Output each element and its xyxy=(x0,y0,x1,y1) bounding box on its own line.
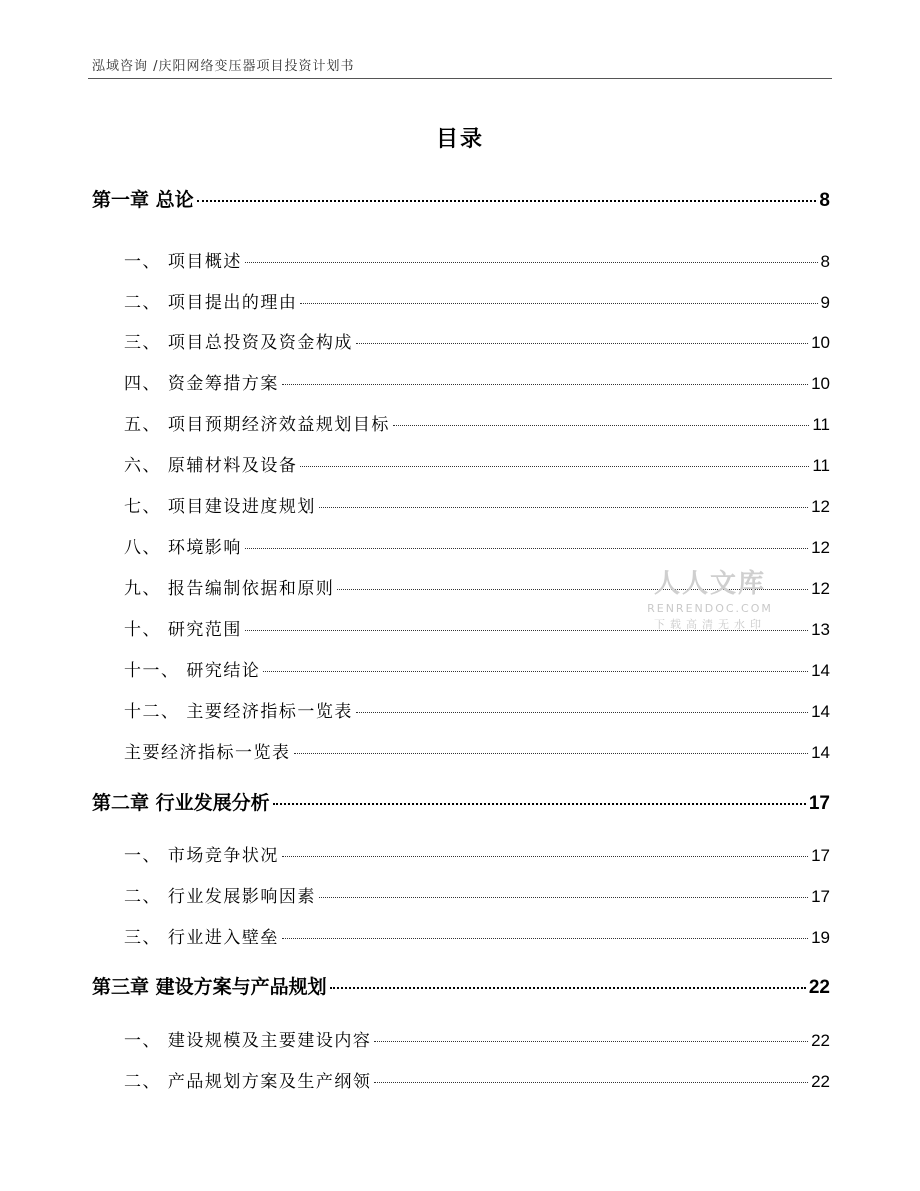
toc-entry-label: 二、 项目提出的理由 xyxy=(124,293,298,313)
watermark xyxy=(640,563,780,632)
toc-entry-label: 五、 项目预期经济效益规划目标 xyxy=(124,415,390,435)
toc-page-number: 11 xyxy=(812,415,830,434)
toc-dot-leader xyxy=(294,753,809,754)
toc-entry-label: 第二章 行业发展分析 xyxy=(92,792,270,814)
toc-page-number: 10 xyxy=(811,374,830,393)
toc-page-number: 17 xyxy=(811,846,830,865)
toc-section[interactable] xyxy=(124,328,830,353)
toc-dot-leader xyxy=(374,1041,808,1042)
toc-dot-leader xyxy=(356,712,808,713)
toc-section[interactable] xyxy=(124,247,830,272)
toc-dot-leader xyxy=(374,1082,808,1083)
toc-page-number: 9 xyxy=(820,293,830,312)
toc-chapter-3[interactable] xyxy=(92,972,830,999)
toc-dot-leader xyxy=(273,803,806,805)
toc-page-number: 14 xyxy=(811,661,830,680)
toc-page-number: 17 xyxy=(808,793,830,814)
toc-entry-label: 第三章 建设方案与产品规划 xyxy=(92,976,327,998)
watermark-subtitle: 下载高清无水印 xyxy=(654,618,766,631)
toc-entry-label: 十、 研究范围 xyxy=(124,620,242,640)
toc-entry-label: 主要经济指标一览表 xyxy=(124,743,291,763)
toc-section[interactable] xyxy=(124,410,830,435)
toc-dot-leader xyxy=(245,262,818,263)
toc-entry-label: 二、 产品规划方案及生产纲领 xyxy=(124,1072,372,1092)
toc-section[interactable] xyxy=(124,369,830,394)
toc-entry-label: 三、 行业进入壁垒 xyxy=(124,928,279,948)
toc-entry-label: 一、 建设规模及主要建设内容 xyxy=(124,1031,372,1051)
toc-page-number: 19 xyxy=(811,928,830,947)
toc-dot-leader xyxy=(330,987,806,989)
toc-entry-label: 六、 原辅材料及设备 xyxy=(124,456,298,476)
toc-entry-label: 第一章 总论 xyxy=(92,189,194,211)
toc-page-number: 22 xyxy=(811,1072,830,1091)
toc-section[interactable] xyxy=(124,492,830,517)
toc-entry-label: 十一、 研究结论 xyxy=(124,661,261,681)
toc-page-number: 14 xyxy=(811,743,830,762)
toc-title: 目录 xyxy=(435,127,484,152)
toc-dot-leader xyxy=(282,938,808,939)
toc-dot-leader xyxy=(263,671,808,672)
toc-dot-leader xyxy=(319,507,808,508)
toc-section[interactable] xyxy=(124,533,830,558)
toc-section[interactable] xyxy=(124,697,830,722)
toc-section[interactable] xyxy=(124,656,830,681)
toc-page-number: 12 xyxy=(811,497,830,516)
toc-page-number: 11 xyxy=(812,456,830,475)
toc-page-number: 22 xyxy=(808,977,830,998)
toc-section[interactable] xyxy=(124,738,830,763)
toc-section[interactable] xyxy=(124,451,830,476)
toc-dot-leader xyxy=(319,897,808,898)
toc-dot-leader xyxy=(282,384,808,385)
toc-dot-leader xyxy=(245,548,808,549)
toc-section[interactable] xyxy=(124,1026,830,1051)
toc-entry-label: 四、 资金筹措方案 xyxy=(124,374,279,394)
toc-dot-leader xyxy=(300,466,809,467)
toc-section[interactable] xyxy=(124,923,830,948)
toc-entry-label: 一、 市场竞争状况 xyxy=(124,846,279,866)
toc-section[interactable] xyxy=(124,1067,830,1092)
toc-page-number: 22 xyxy=(811,1031,830,1050)
toc-page-number: 13 xyxy=(811,620,830,639)
toc-dot-leader xyxy=(393,425,809,426)
toc-section[interactable] xyxy=(124,288,830,313)
toc-page-number: 12 xyxy=(811,579,830,598)
toc-entry-label: 七、 项目建设进度规划 xyxy=(124,497,316,517)
toc-section[interactable] xyxy=(124,882,830,907)
toc-page-number: 12 xyxy=(811,538,830,557)
watermark-logo-text: 人人文库 xyxy=(653,569,766,599)
toc-dot-leader xyxy=(300,303,817,304)
watermark-url: RENRENDOC.COM xyxy=(647,602,773,615)
toc-dot-leader xyxy=(282,856,808,857)
toc-page-number: 17 xyxy=(811,887,830,906)
toc-entry-label: 十二、 主要经济指标一览表 xyxy=(124,702,353,722)
running-header: 泓域咨询 /庆阳网络变压器项目投资计划书 xyxy=(92,59,355,74)
toc-dot-leader xyxy=(356,343,808,344)
toc-page-number: 8 xyxy=(819,190,830,211)
header-divider xyxy=(88,78,832,79)
toc-page-number: 8 xyxy=(820,252,830,271)
toc-entry-label: 一、 项目概述 xyxy=(124,252,242,272)
toc-chapter-1[interactable] xyxy=(92,185,830,212)
toc-page-number: 10 xyxy=(811,333,830,352)
toc-chapter-2[interactable] xyxy=(92,788,830,815)
toc-entry-label: 九、 报告编制依据和原则 xyxy=(124,579,335,599)
toc-entry-label: 三、 项目总投资及资金构成 xyxy=(124,333,353,353)
toc-page-number: 14 xyxy=(811,702,830,721)
toc-entry-label: 八、 环境影响 xyxy=(124,538,242,558)
toc-dot-leader xyxy=(197,200,817,202)
toc-entry-label: 二、 行业发展影响因素 xyxy=(124,887,316,907)
toc-section[interactable] xyxy=(124,841,830,866)
